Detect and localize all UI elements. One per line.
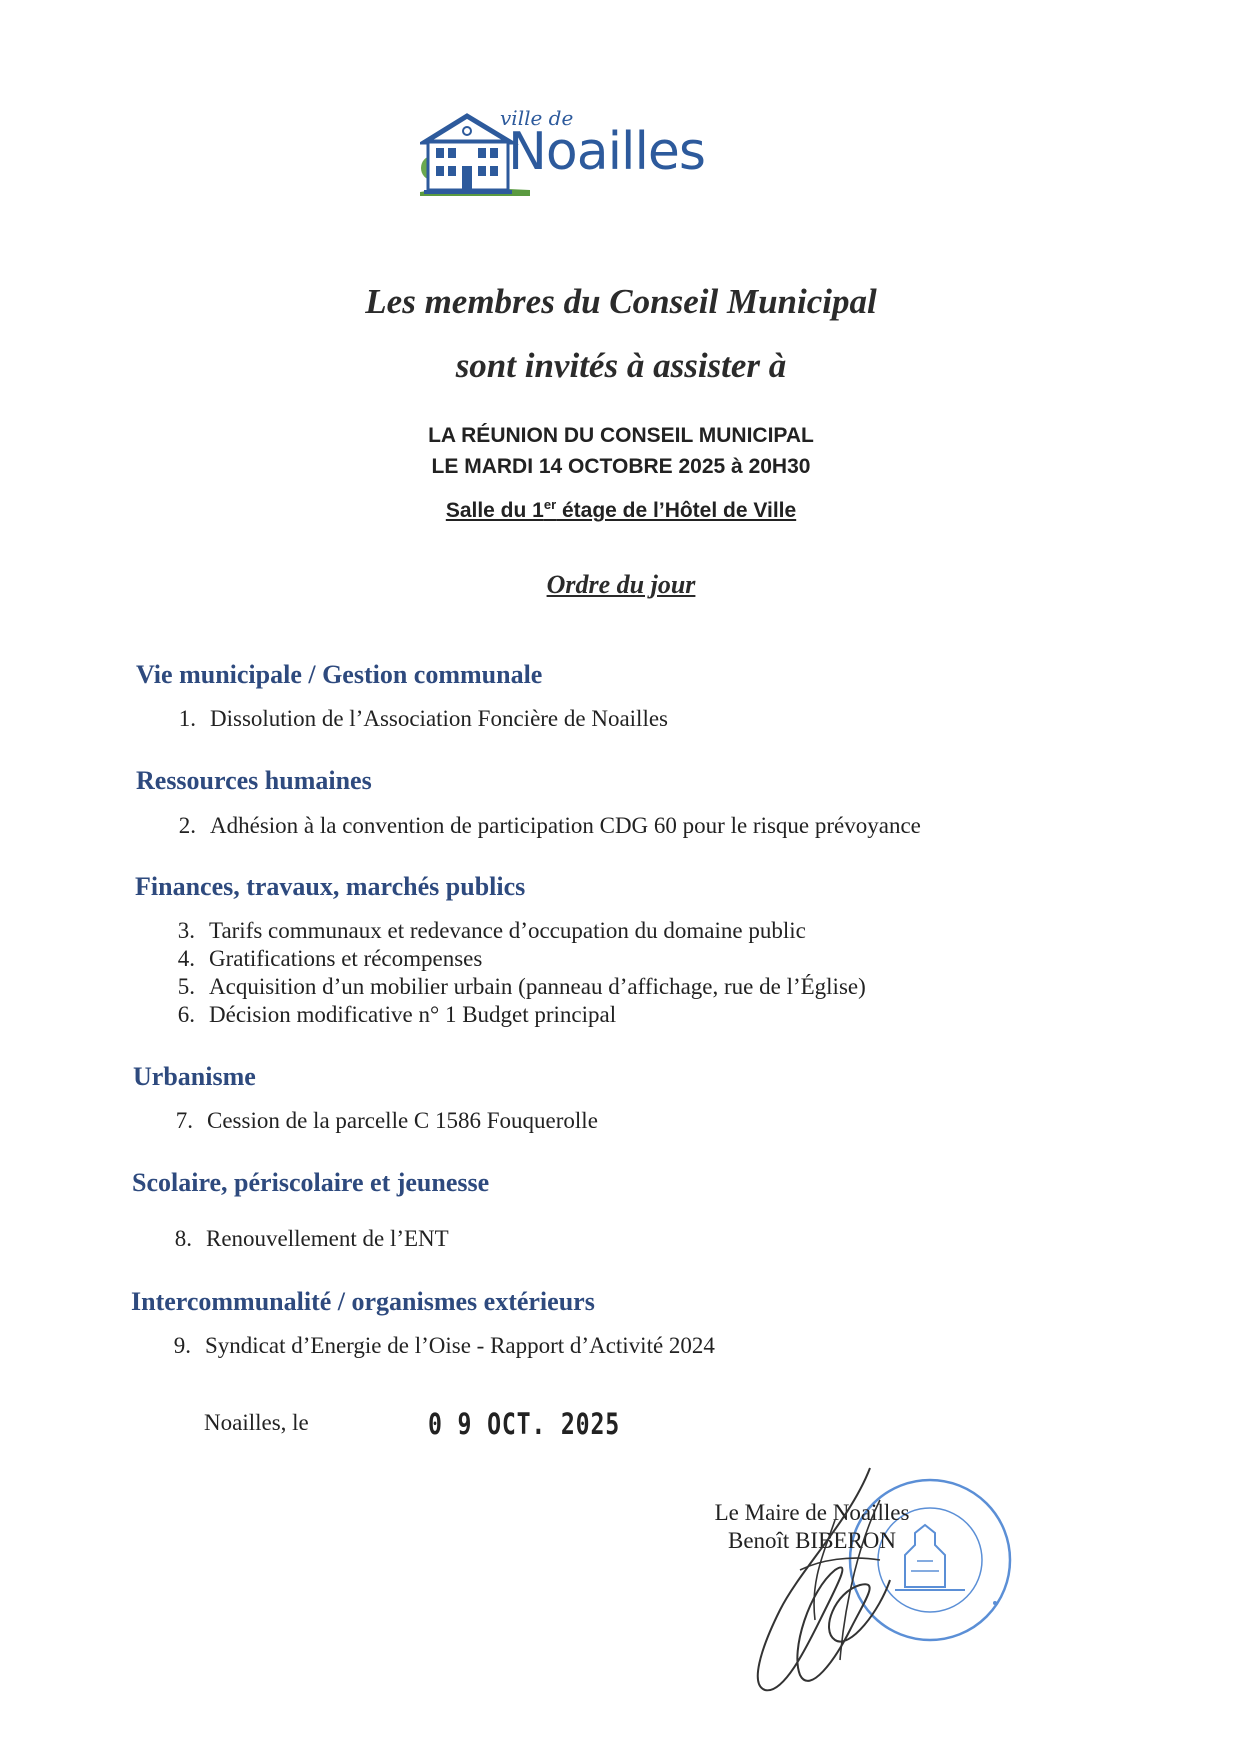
agenda-item (157, 1002, 616, 1028)
agenda-item-number: 5. (177, 974, 195, 999)
invitation-line-2: sont invités à assister à (455, 346, 787, 385)
handwritten-signature (740, 1460, 920, 1700)
place-label: Noailles, le (204, 1410, 309, 1435)
meeting-location-suffix: étage de l’Hôtel de Ville (556, 499, 797, 522)
logo-ville-de: ville de (500, 106, 574, 130)
invitation-line-1: Les membres du Conseil Municipal (365, 282, 877, 321)
agenda-item-number: 7. (175, 1108, 193, 1133)
agenda-item-number: 9. (173, 1333, 191, 1358)
agenda-item (158, 813, 921, 839)
section-title-vie-municipale: Vie municipale / Gestion communale (136, 660, 543, 689)
section-title-intercommunalite: Intercommunalité / organismes extérieurs (131, 1287, 595, 1316)
mayor-name: Benoît BIBERON (727, 1528, 897, 1553)
agenda-item-number: 6. (177, 1002, 195, 1027)
agenda-item-number: 4. (177, 946, 195, 971)
section-title-urbanisme: Urbanisme (133, 1062, 256, 1091)
agenda-item (157, 946, 482, 972)
logo-town-name: Noailles (508, 122, 706, 182)
section-title-ressources-humaines: Ressources humaines (136, 766, 372, 795)
agenda-item (157, 974, 866, 1000)
meeting-date: LE MARDI 14 OCTOBRE 2025 à 20H30 (431, 455, 811, 478)
town-logo (420, 108, 800, 218)
mayor-title: Le Maire de Noailles (714, 1500, 910, 1525)
agenda-item (157, 918, 806, 944)
section-title-finances: Finances, travaux, marchés publics (135, 872, 526, 901)
meeting-title: LA RÉUNION DU CONSEIL MUNICIPAL (428, 424, 814, 447)
agenda-item-number: 1. (178, 706, 196, 731)
agenda-item-text: Gratifications et récompenses (209, 946, 483, 971)
meeting-location (0, 497, 1242, 523)
agenda-item-text: Renouvellement de l’ENT (206, 1226, 449, 1251)
agenda-item (154, 1226, 449, 1252)
agenda-item-text: Décision modificative n° 1 Budget principal (209, 1002, 617, 1027)
agenda-item-number: 8. (174, 1226, 192, 1251)
agenda-item (155, 1108, 598, 1134)
section-title-scolaire: Scolaire, périscolaire et jeunesse (132, 1168, 490, 1197)
signature-icon (740, 1460, 920, 1700)
date-stamp: 0 9 OCT. 2025 (428, 1407, 620, 1441)
agenda-item (153, 1333, 715, 1359)
agenda-item-text: Dissolution de l’Association Foncière de Noailles (210, 706, 669, 731)
agenda-item (158, 706, 668, 732)
agenda-item-text: Cession de la parcelle C 1586 Fouquerolle (207, 1108, 598, 1133)
agenda-item-text: Tarifs communaux et redevance d’occupation du domaine public (209, 918, 806, 943)
meeting-location-prefix: Salle du 1 (445, 499, 544, 522)
agenda-title: Ordre du jour (546, 570, 696, 599)
agenda-item-text: Syndicat d’Energie de l’Oise - Rapport d’Activité 2024 (205, 1333, 715, 1358)
agenda-item-number: 3. (177, 918, 195, 943)
meeting-location-sup: er (543, 497, 557, 512)
agenda-item-text: Acquisition d’un mobilier urbain (panneau d’affichage, rue de l’Église) (209, 974, 866, 999)
agenda-item-text: Adhésion à la convention de participation CDG 60 pour le risque prévoyance (210, 813, 921, 838)
agenda-item-number: 2. (178, 813, 196, 838)
